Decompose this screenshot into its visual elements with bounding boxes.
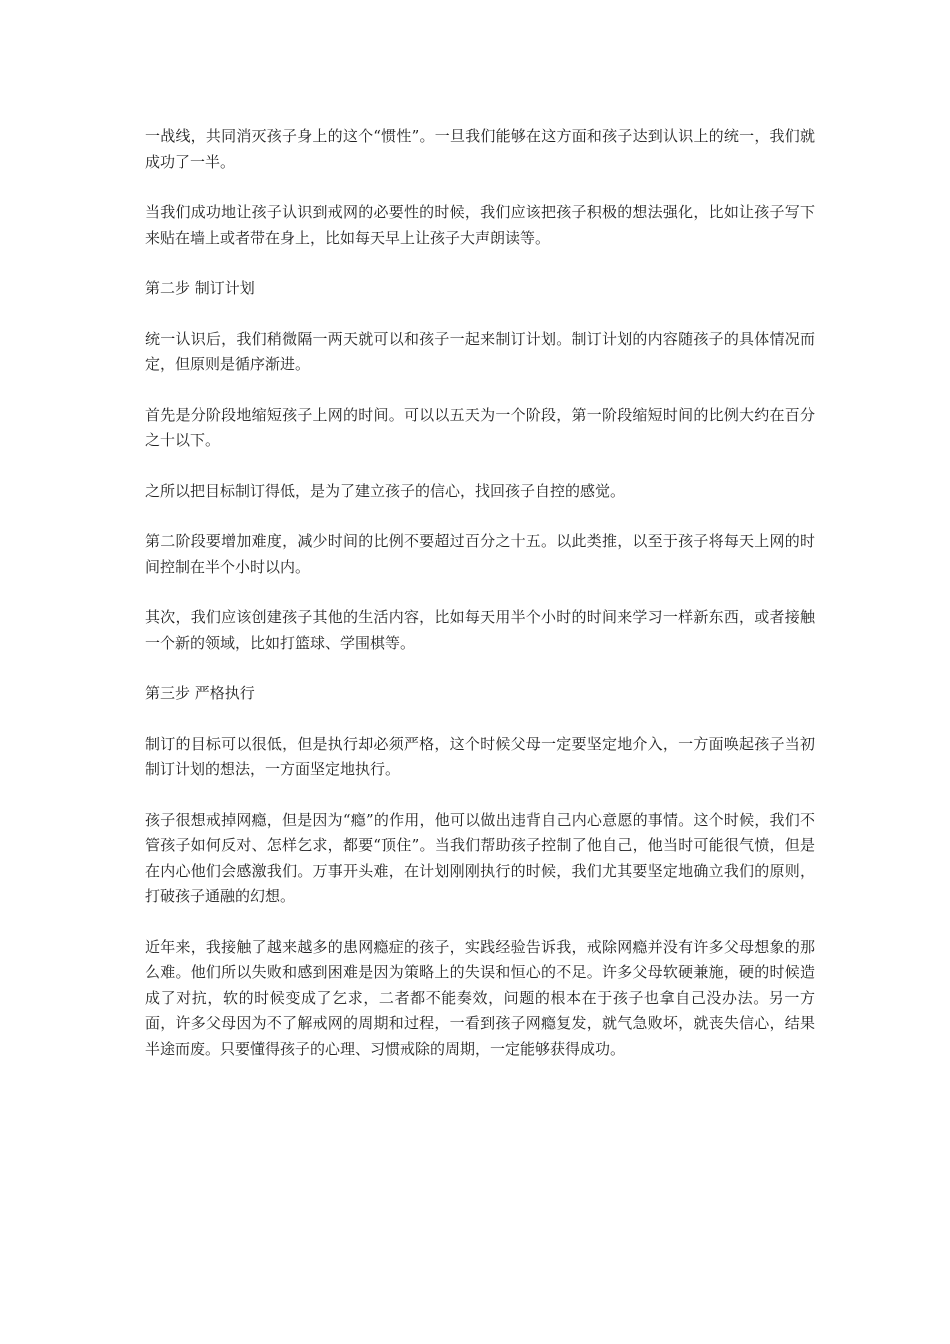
paragraph: 之所以把目标制订得低，是为了建立孩子的信心，找回孩子自控的感觉。 — [145, 481, 626, 500]
section-heading: 第二步 制订计划 — [145, 279, 255, 297]
paragraph: 制订的目标可以很低，但是执行却必须严格，这个时候父母一定要坚定地介入，一方面唤起孩子当初制订计划的想法，一方面坚定地执行。 — [145, 734, 815, 778]
paragraph: 其次，我们应该创建孩子其他的生活内容，比如每天用半个小时的时间来学习一样新东西，或者接触一个新的领域，比如打篮球、学围棋等。 — [145, 608, 815, 652]
paragraph: 孩子很想戒掉网瘾，但是因为“瘾”的作用，他可以做出违背自己内心意愿的事情。这个时候，我们不管孩子如何反对、怎样乞求，都要“顶住”。当我们帮助孩子控制了他自己，他当时可能很气愤，但是在内心他们会感激我们。万事开头难，在计划刚刚执行的时候，我们尤其要坚定地确立我们的原则，打破孩子通融的幻想。 — [145, 810, 815, 905]
paragraph: 一战线，共同消灭孩子身上的这个“惯性”。一旦我们能够在这方面和孩子达到认识上的统一，我们就成功了一半。 — [145, 127, 815, 171]
paragraph: 近年来，我接触了越来越多的患网瘾症的孩子，实践经验告诉我，戒除网瘾并没有许多父母想象的那么难。他们所以失败和感到困难是因为策略上的失误和恒心的不足。许多父母软硬兼施，硬的时候造成了对抗，软的时候变成了乞求，二者都不能奏效，问题的根本在于孩子也拿自己没办法。另一方面，许多父母因为不了解戒网的周期和过程，一看到孩子网瘾复发，就气急败坏，就丧失信心，结果半途而废。只要懂得孩子的心理、习惯戒除的周期，一定能够获得成功。 — [145, 937, 815, 1058]
paragraph: 首先是分阶段地缩短孩子上网的时间。可以以五天为一个阶段，第一阶段缩短时间的比例大约在百分之十以下。 — [145, 405, 815, 449]
section-heading: 第三步 严格执行 — [145, 684, 255, 702]
paragraph: 统一认识后，我们稍微隔一两天就可以和孩子一起来制订计划。制订计划的内容随孩子的具体情况而定，但原则是循序渐进。 — [145, 329, 815, 373]
paragraph: 当我们成功地让孩子认识到戒网的必要性的时候，我们应该把孩子积极的想法强化，比如让孩子写下来贴在墙上或者带在身上，比如每天早上让孩子大声朗读等。 — [145, 203, 815, 247]
document-body — [145, 124, 815, 1087]
paragraph: 第二阶段要增加难度，减少时间的比例不要超过百分之十五。以此类推，以至于孩子将每天上网的时间控制在半个小时以内。 — [145, 532, 815, 576]
